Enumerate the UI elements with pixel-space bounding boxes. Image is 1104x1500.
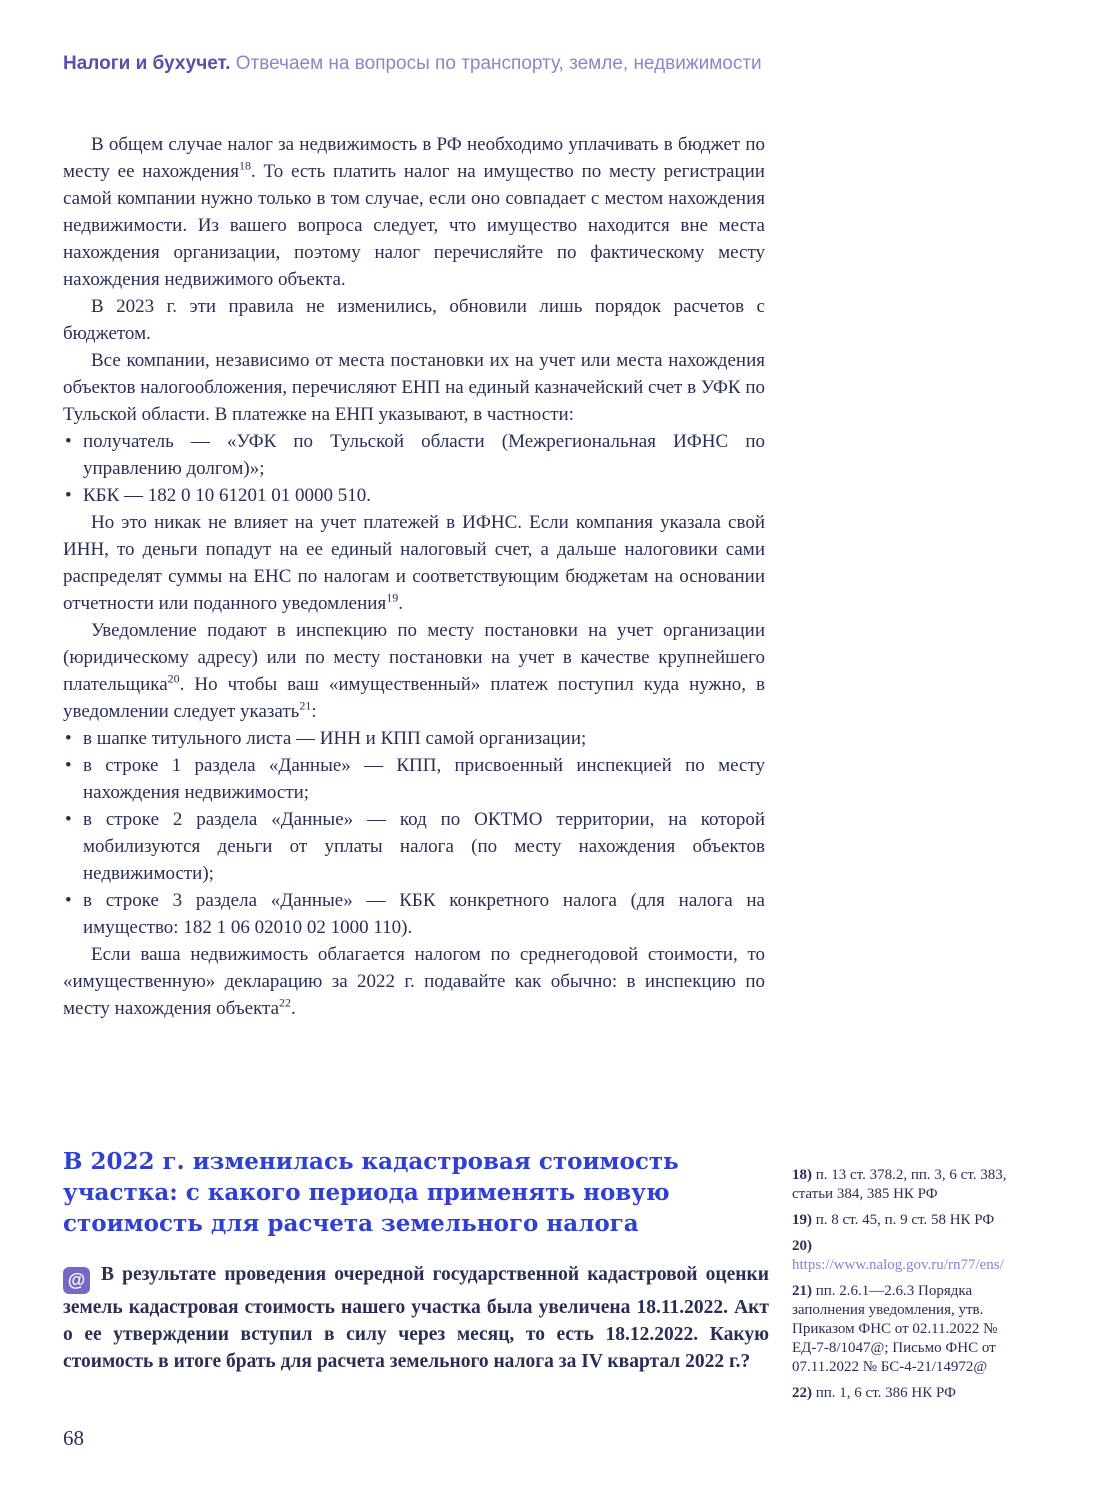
footnote [792,1211,1020,1230]
paragraph-text: . [398,593,403,614]
bullet-item: • в строке 2 раздела «Данные» — код по ОКТМО территории, на которой мобилизуются деньги от уплаты налога (по месту нахождения объектов недвижимости); [63,806,765,887]
paragraph-text: . То есть платить налог на имущество по месту регистрации самой компании нужно только в том случае, если оно совпадает с местом нахождения недвижимости. Из вашего вопроса следует, что имущество находится вне места нахождения организации, поэтому налог перечисляйте по фактическому месту нахождения недвижимого объекта. [63,161,765,290]
footnote-ref-20: 20 [167,671,180,686]
paragraph-text: Уведомление подают в инспекцию по месту постановки на учет организации (юридическому адресу) или по месту постановки на учет в качестве крупнейшего плательщика [63,620,765,695]
question-text: В результате проведения очередной государственной кадастровой оценки земель кадастровая стоимость нашего участка была увеличена 18.11.2022. Акт о ее утверждении вступил в силу через месяц, то есть 18.12.2022. Какую стоимость в итоге брать для расчета земельного налога за IV квартал 2022 г.? [63,1264,769,1372]
footnote-text: пп. 1, 6 ст. 386 НК РФ [815,1385,956,1401]
paragraph [63,941,765,1022]
paragraph [63,617,765,725]
footnote [792,1384,1020,1403]
paragraph-text: . [291,998,296,1019]
footnote [792,1237,1020,1275]
footnotes-sidebar [792,1166,1020,1410]
footnote-text: п. 8 ст. 45, п. 9 ст. 58 НК РФ [815,1212,995,1228]
question-block [63,1261,769,1375]
footnote-link[interactable]: https://www.nalog.gov.ru/rn77/ens/ [792,1257,1004,1273]
footnote-number: 21) [792,1283,812,1299]
bullet-item: • получатель — «УФК по Тульской области (Межрегиональная ИФНС по управлению долгом)»; [63,428,765,482]
at-icon: @ [63,1267,90,1294]
paragraph [63,509,765,617]
page-number: 68 [63,1426,84,1450]
footnote-number: 18) [792,1167,812,1183]
paragraph-text: : [311,701,317,722]
footnote-ref-18: 18 [239,158,252,173]
paragraph: В 2023 г. эти правила не изменились, обновили лишь порядок расчетов с бюджетом. [63,296,765,344]
bullet-item: • КБК — 182 0 10 61201 01 0000 510. [63,482,765,509]
footnote-number: 19) [792,1212,812,1228]
footnote [792,1282,1020,1377]
rubric-subtitle: Отвечаем на вопросы по транспорту, земле, недвижимости [230,53,762,74]
bullet-list [63,725,765,941]
bullet-item: • в строке 3 раздела «Данные» — КБК конкретного налога (для налога на имущество: 182 1 06 02010 02 1000 110). [63,887,765,941]
paragraph-text: Но это никак не влияет на учет платежей в ИФНС. Если компания указала свой ИНН, то деньги попадут на ее единый налоговый счет, а дальше налоговики сами распределят суммы на ЕНС по налогам и соответствующим бюджетам на основании отчетности или поданного уведомления [63,512,765,614]
footnote-ref-22: 22 [279,995,292,1010]
bullet-item: • в строке 1 раздела «Данные» — КПП, присвоенный инспекцией по месту нахождения недвижимости; [63,752,765,806]
footnote-text: пп. 2.6.1—2.6.3 Порядка заполнения уведомления, утв. Приказом ФНС от 02.11.2022 № ЕД-7-8/1047@; Письмо ФНС от 07.11.2022 № БС-4-21/14972@ [792,1283,998,1375]
footnote [792,1166,1020,1204]
rubric-title: Налоги и бухучет. [63,53,231,74]
paragraph [63,131,765,293]
footnote-number: 22) [792,1385,812,1401]
footnote-ref-21: 21 [299,698,312,713]
paragraph: Все компании, независимо от места постановки их на учет или места нахождения объектов налогообложения, перечисляют ЕНП на единый казначейский счет в УФК по Тульской области. В платежке на ЕНП указывают, в частности: [63,350,765,425]
footnote-ref-19: 19 [386,590,399,605]
section-heading: В 2022 г. изменилась кадастровая стоимость участка: с какого периода применять новую стоимость для расчета земельного налога [63,1148,679,1237]
paragraph-text: Если ваша недвижимость облагается налогом по среднегодовой стоимости, то «имущественную» декларацию за 2022 г. подавайте как обычно: в инспекцию по месту нахождения объекта [63,944,765,1019]
footnote-number: 20) [792,1238,812,1254]
paragraph-text: В общем случае налог за недвижимость в РФ необходимо уплачивать в бюджет по месту ее нахождения [63,134,765,182]
paragraph-text: . Но чтобы ваш «имущественный» платеж поступил куда нужно, в уведомлении следует указать [63,674,765,722]
question-section [63,1146,769,1375]
bullet-item: • в шапке титульного листа — ИНН и КПП самой организации; [63,725,765,752]
footnote-text: п. 13 ст. 378.2, пп. 3, 6 ст. 383, статьи 384, 385 НК РФ [792,1167,1007,1202]
bullet-list [63,428,765,509]
page-header [63,52,1043,76]
article-body [63,131,765,1022]
